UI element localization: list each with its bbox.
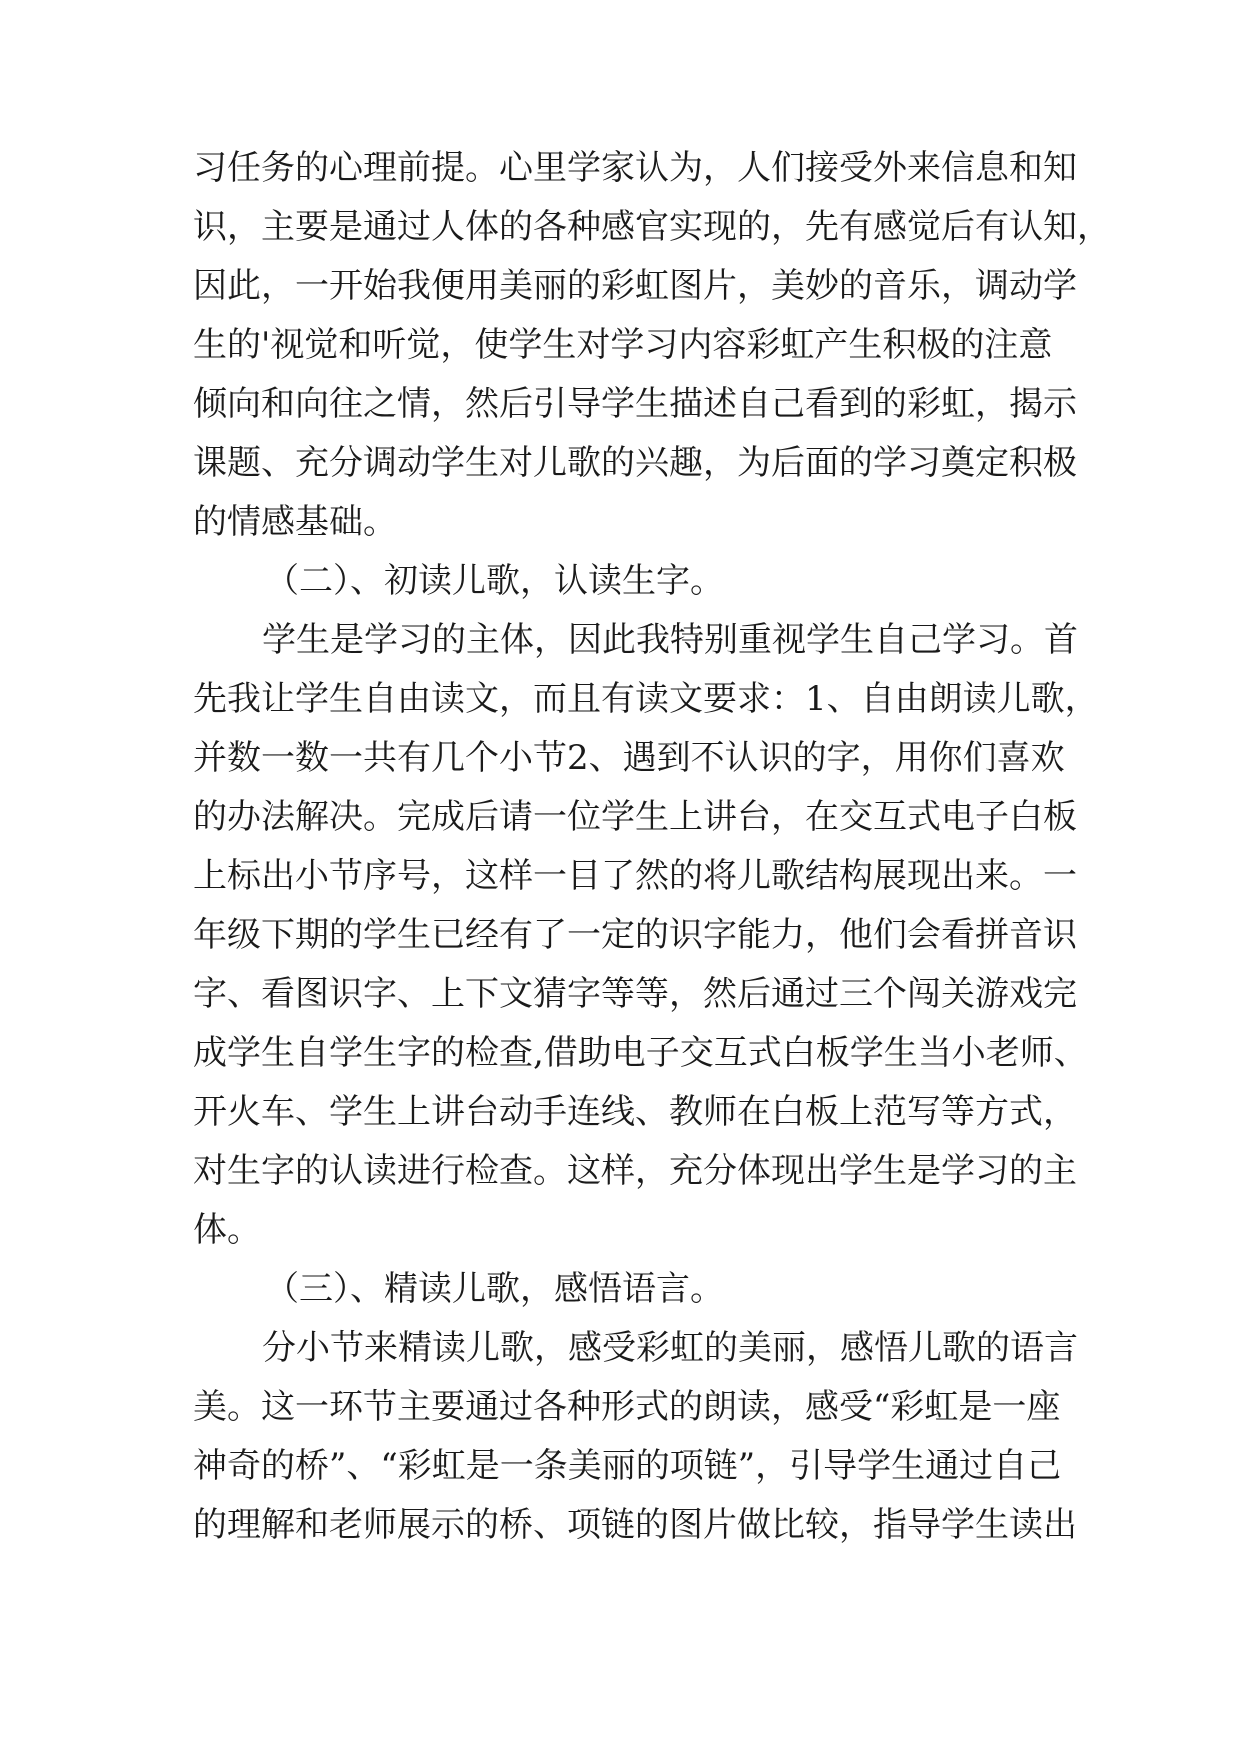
paragraph-line: 成学生自学生字的检查,借助电子交互式白板学生当小老师、 <box>193 1033 1088 1073</box>
paragraph-line: 对生字的认读进行检查。这样，充分体现出学生是学习的主 <box>193 1151 1077 1191</box>
paragraph-line: 的理解和老师展示的桥、项链的图片做比较，指导学生读出 <box>193 1505 1077 1545</box>
paragraph-line: 体。 <box>193 1210 261 1250</box>
paragraph-line: 并数一数一共有几个小节2、遇到不认识的字，用你们喜欢 <box>193 738 1065 778</box>
paragraph-line: 倾向和向往之情，然后引导学生描述自己看到的彩虹，揭示 <box>193 384 1077 424</box>
paragraph-line: 美。这一环节主要通过各种形式的朗读，感受“彩虹是一座 <box>193 1387 1061 1427</box>
paragraph-line: 习任务的心理前提。心里学家认为，人们接受外来信息和知 <box>193 148 1077 188</box>
paragraph-line: 先我让学生自由读文，而且有读文要求：1、自由朗读儿歌， <box>193 679 1099 719</box>
paragraph-line: 字、看图识字、上下文猜字等等，然后通过三个闯关游戏完 <box>193 974 1077 1014</box>
paragraph-line: 学生是学习的主体，因此我特别重视学生自己学习。首 <box>262 620 1078 660</box>
paragraph-line: 的情感基础。 <box>193 502 397 542</box>
paragraph-line: 的办法解决。完成后请一位学生上讲台，在交互式电子白板 <box>193 797 1077 837</box>
paragraph-line: 生的'视觉和听觉，使学生对学习内容彩虹产生积极的注意 <box>193 325 1053 365</box>
paragraph-line: 上标出小节序号，这样一目了然的将儿歌结构展现出来。一 <box>193 856 1077 896</box>
paragraph-line: 识，主要是通过人体的各种感官实现的，先有感觉后有认知， <box>193 207 1111 247</box>
section-heading: （三）、精读儿歌，感悟语言。 <box>265 1269 724 1309</box>
paragraph-line: 因此，一开始我便用美丽的彩虹图片，美妙的音乐，调动学 <box>193 266 1077 306</box>
paragraph-line: 神奇的桥”、“彩虹是一条美丽的项链”，引导学生通过自己 <box>193 1446 1062 1486</box>
paragraph-line: 分小节来精读儿歌，感受彩虹的美丽，感悟儿歌的语言 <box>262 1328 1078 1368</box>
paragraph-line: 课题、充分调动学生对儿歌的兴趣，为后面的学习奠定积极 <box>193 443 1077 483</box>
section-heading: （二）、初读儿歌，认读生字。 <box>265 561 724 601</box>
paragraph-line: 开火车、学生上讲台动手连线、教师在白板上范写等方式， <box>193 1092 1077 1132</box>
paragraph-line: 年级下期的学生已经有了一定的识字能力，他们会看拼音识 <box>193 915 1077 955</box>
